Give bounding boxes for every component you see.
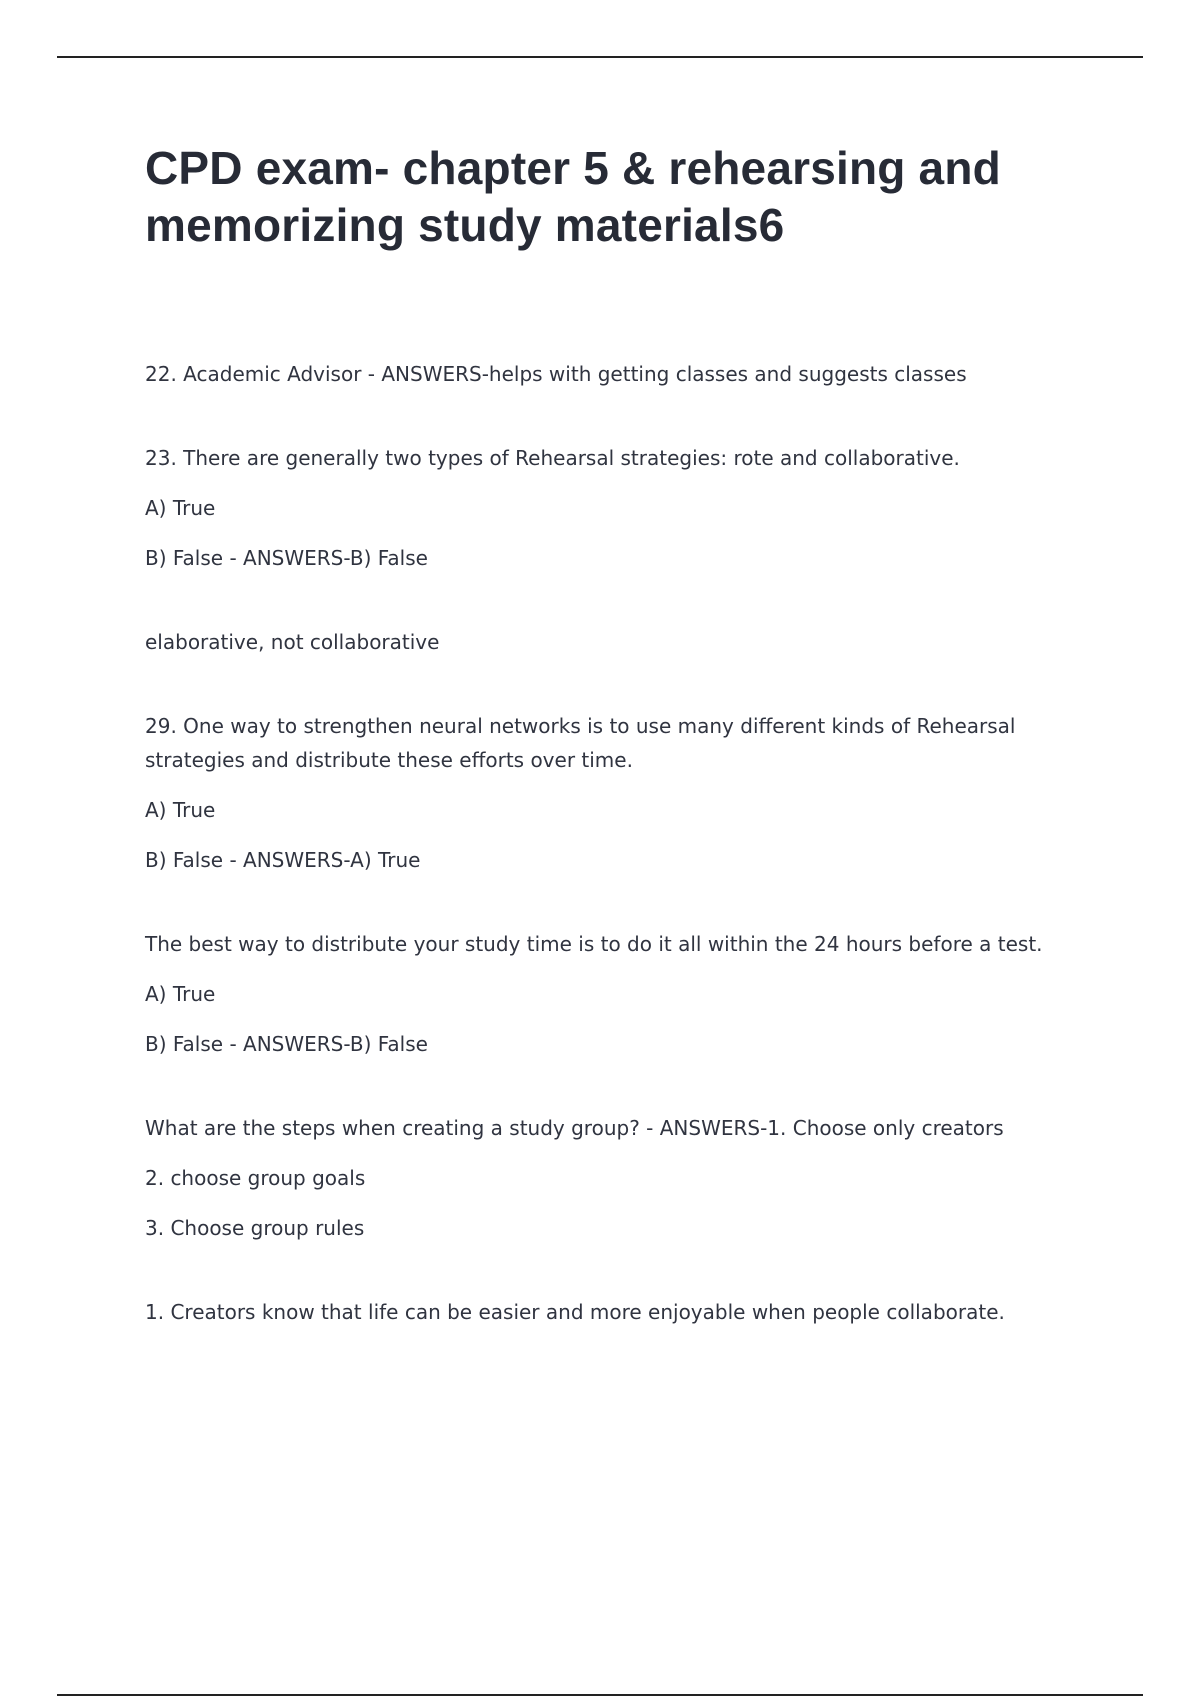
qa-block-academic-advisor bbox=[145, 357, 1045, 391]
footer-rule bbox=[57, 1694, 1143, 1696]
creators-note-block bbox=[145, 1295, 1045, 1329]
answer-option: B) False - ANSWERS-B) False bbox=[145, 546, 428, 570]
document-title: CPD exam- chapter 5 & rehearsing and memorizing study materials6 bbox=[145, 142, 1001, 251]
question-text: The best way to distribute your study time is to do it all within the 24 hours before a test. bbox=[145, 932, 1043, 956]
document-body bbox=[145, 357, 1045, 1345]
answer-option: A) True bbox=[145, 982, 216, 1006]
qa-block-rehearsal-types bbox=[145, 441, 1045, 575]
list-item: 3. Choose group rules bbox=[145, 1216, 365, 1240]
header-rule bbox=[57, 56, 1143, 58]
answer-option: B) False - ANSWERS-B) False bbox=[145, 1032, 428, 1056]
answer-option: B) False - ANSWERS-A) True bbox=[145, 848, 421, 872]
question-text: 23. There are generally two types of Rehearsal strategies: rote and collaborative. bbox=[145, 446, 960, 470]
question-text: 29. One way to strengthen neural networks is to use many different kinds of Rehearsal strategies and distribute these efforts over time. bbox=[145, 714, 1016, 772]
question-text: 22. Academic Advisor - ANSWERS-helps with getting classes and suggests classes bbox=[145, 362, 967, 386]
answer-option: A) True bbox=[145, 496, 216, 520]
qa-block-study-time bbox=[145, 927, 1045, 1061]
qa-block-neural-networks bbox=[145, 709, 1045, 877]
note-text: 1. Creators know that life can be easier and more enjoyable when people collaborate. bbox=[145, 1300, 1005, 1324]
qa-block-study-group bbox=[145, 1111, 1045, 1245]
question-text: What are the steps when creating a study group? - ANSWERS-1. Choose only creators bbox=[145, 1116, 1004, 1140]
list-item: 2. choose group goals bbox=[145, 1166, 366, 1190]
answer-option: A) True bbox=[145, 798, 216, 822]
explanation-text: elaborative, not collaborative bbox=[145, 630, 440, 654]
explanation-block bbox=[145, 625, 1045, 659]
document-header bbox=[145, 140, 1085, 254]
